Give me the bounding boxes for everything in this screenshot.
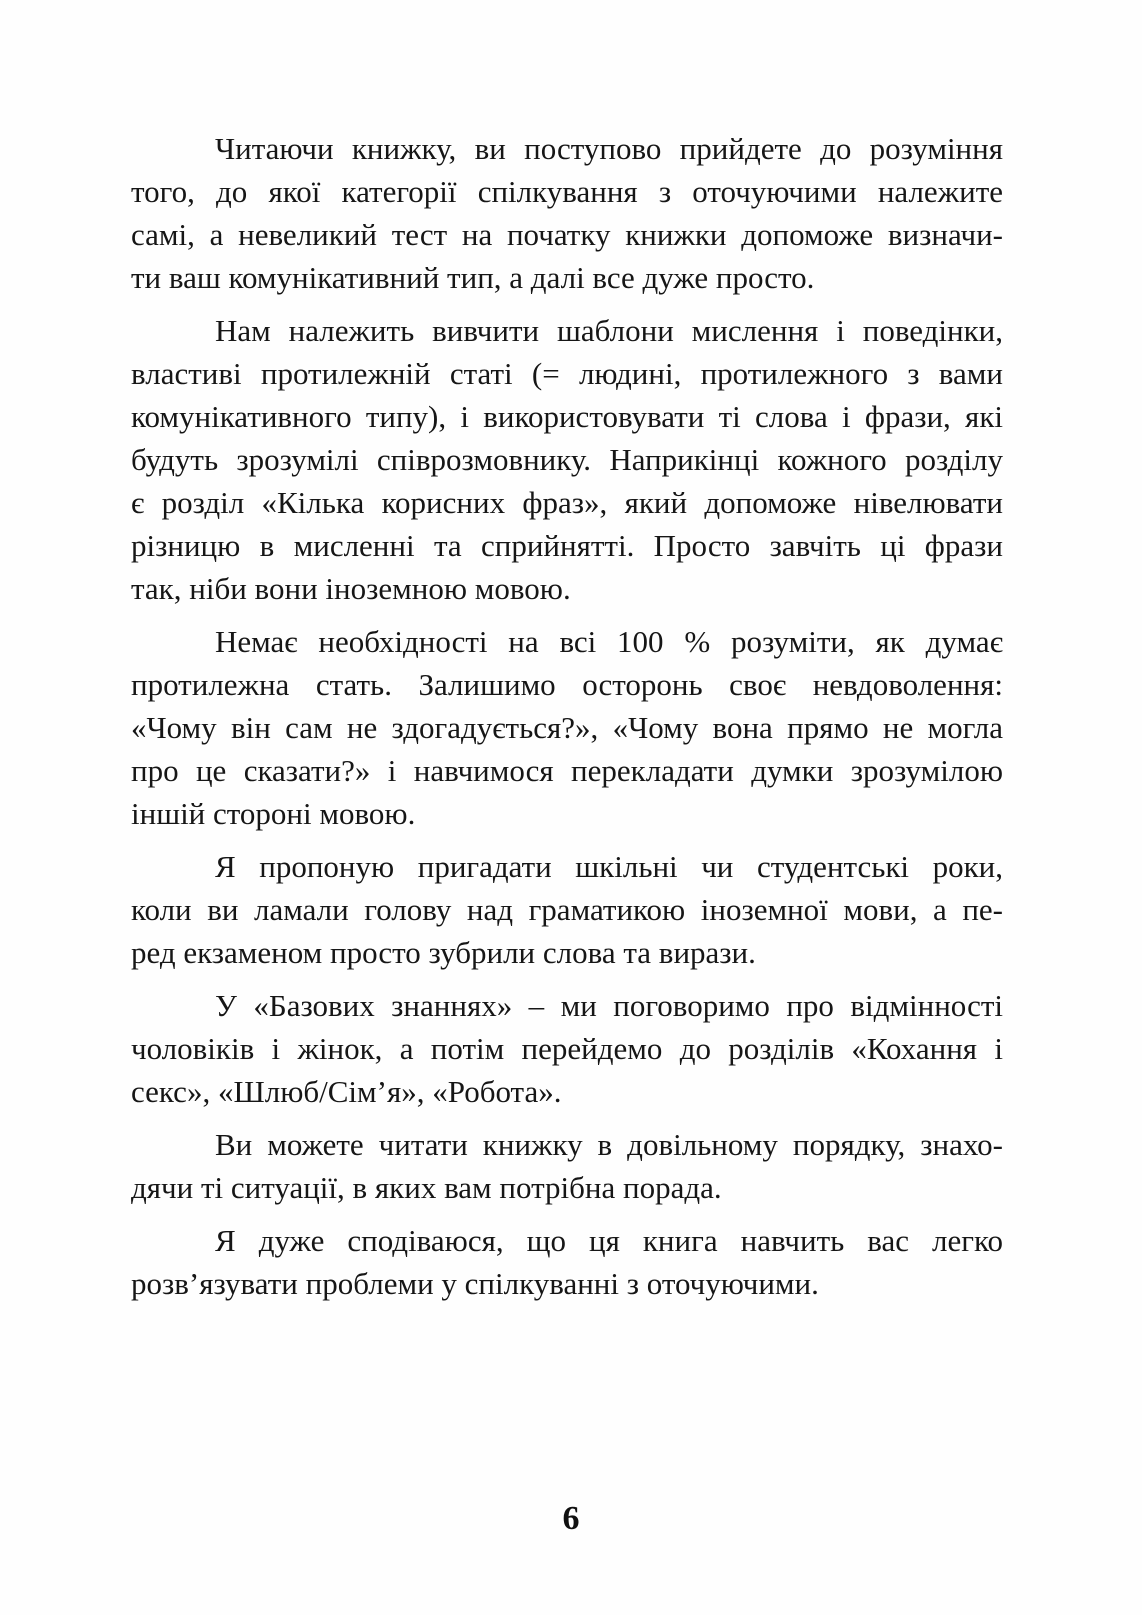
text-line: «Чому він сам не здогадується?», «Чому вона прямо не могла [131,710,1003,745]
text-line: протилежна стать. Залишимо осторонь своє невдоволення: [131,667,1003,702]
text-block [131,127,1003,1315]
paragraph [131,984,1003,1113]
text-line: властиві протилежній статі (= людині, протилежного з вами [131,356,1003,391]
text-line: є розділ «Кілька корисних фраз», який допоможе нівелювати [131,485,1003,520]
text-line: Я пропоную пригадати шкільні чи студентські роки, [215,849,1003,884]
text-line: чоловіків і жінок, а потім перейдемо до розділів «Кохання і [131,1031,1003,1066]
text-line: розв’язувати проблеми у спілкуванні з оточуючими. [131,1266,819,1301]
text-line: будуть зрозумілі співрозмовнику. Наприкінці кожного розділу [131,442,1003,477]
text-line: ред екзаменом просто зубрили слова та вирази. [131,935,756,970]
text-line: Я дуже сподіваюся, що ця книга навчить вас легко [215,1223,1003,1258]
text-line: коли ви ламали голову над граматикою іноземної мови, а пе- [131,892,1003,927]
text-line: секс», «Шлюб/Сім’я», «Робота». [131,1074,562,1109]
paragraph [131,1219,1003,1305]
text-line: самі, а невеликий тест на початку книжки допоможе визначи- [131,217,1003,252]
text-line: того, до якої категорії спілкування з оточуючими належите [131,174,1003,209]
text-line: У «Базових знаннях» – ми поговоримо про відмінності [215,988,1003,1023]
paragraph [131,620,1003,835]
paragraph [131,309,1003,610]
paragraph [131,1123,1003,1209]
text-line: Ви можете читати книжку в довільному порядку, знахо- [215,1127,1003,1162]
paragraph [131,845,1003,974]
text-line: іншій стороні мовою. [131,796,416,831]
text-line: різницю в мисленні та сприйнятті. Просто завчіть ці фрази [131,528,1003,563]
text-line: комунікативного типу), і використовувати ті слова і фрази, які [131,399,1003,434]
text-line: про це сказати?» і навчимося перекладати думки зрозумілою [131,753,1003,788]
paragraph [131,127,1003,299]
text-line: ти ваш комунікативний тип, а далі все дуже просто. [131,260,815,295]
text-line: Нам належить вивчити шаблони мислення і поведінки, [215,313,1003,348]
page-number: 6 [562,1500,580,1537]
text-line: дячи ті ситуації, в яких вам потрібна порада. [131,1170,722,1205]
text-line: Немає необхідності на всі 100 % розуміти, як думає [215,624,1003,659]
text-line: так, ніби вони іноземною мовою. [131,571,571,606]
text-line: Читаючи книжку, ви поступово прийдете до розуміння [215,131,1003,166]
